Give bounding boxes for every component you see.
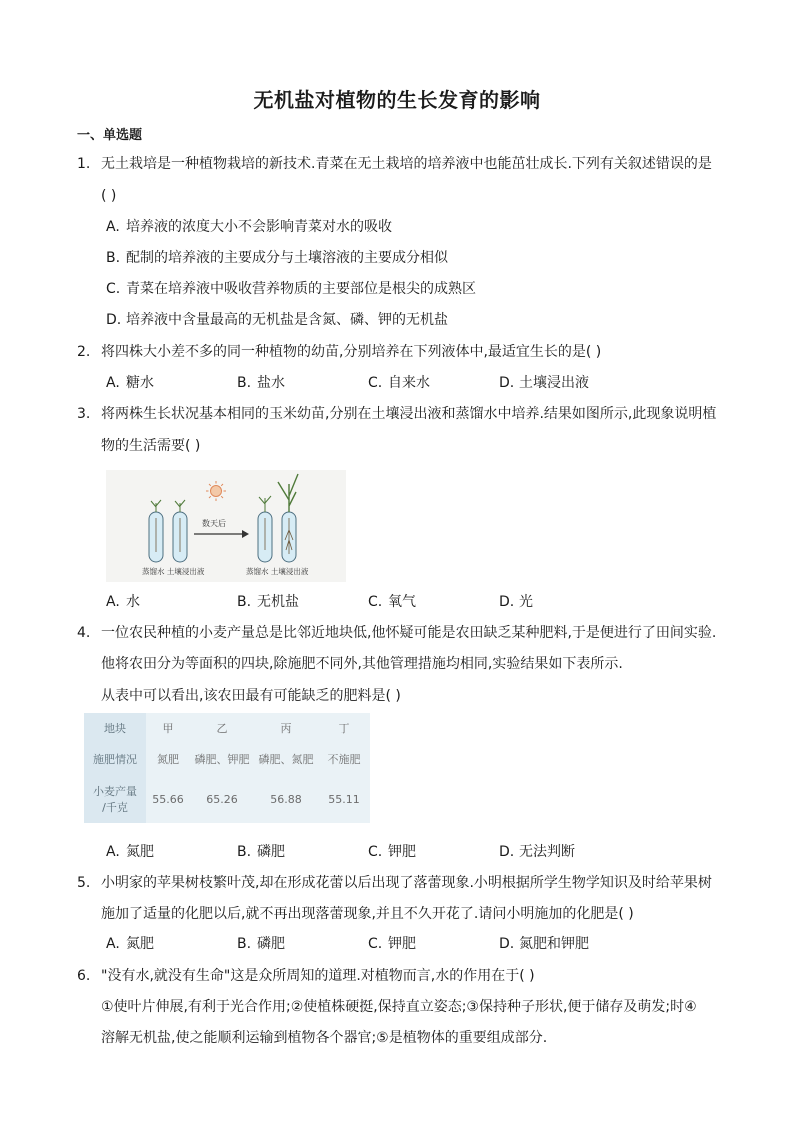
table-row (84, 713, 370, 743)
table-cell: 地块 (84, 713, 146, 743)
question-text: 无土栽培是一种植物栽培的新技术.青菜在无土栽培的培养液中也能茁壮成长.下列有关叙述错误的是 (101, 156, 712, 172)
option-letter: B. (237, 936, 252, 952)
question-4 (77, 623, 716, 643)
option-text: 无法判断 (519, 844, 575, 860)
option-letter: A. (106, 936, 120, 952)
option-text: 青菜在培养液中吸收营养物质的主要部位是根尖的成熟区 (126, 281, 476, 297)
question-6 (77, 966, 535, 986)
option-a[interactable] (106, 592, 140, 612)
option-letter: C. (368, 594, 383, 610)
table-cell: 磷肥、钾肥 (194, 753, 250, 766)
option-text: 氮肥 (126, 936, 154, 952)
option-text: 自来水 (388, 375, 430, 391)
option-b[interactable] (237, 934, 285, 954)
question-text: 将两株生长状况基本相同的玉米幼苗,分别在土壤浸出液和蒸馏水中培养.结果如图所示,此现象说明植 (101, 406, 717, 422)
option-letter: D. (499, 936, 515, 952)
option-text: 配制的培养液的主要成分与土壤溶液的主要成分相似 (126, 250, 448, 266)
table-cell: 丁 (338, 722, 350, 735)
option-letter: A. (106, 375, 120, 391)
table-cell: 磷肥、氮肥 (258, 753, 314, 766)
question-number: 5. (77, 875, 91, 891)
question-text: 一位农民种植的小麦产量总是比邻近地块低,他怀疑可能是农田缺乏某种肥料,于是便进行了田间实验. (101, 625, 717, 641)
question-3 (77, 404, 716, 424)
question-text: 将四株大小差不多的同一种植物的幼苗,分别培养在下列液体中,最适宜生长的是( ) (101, 344, 602, 360)
option-a[interactable] (106, 934, 154, 954)
option-text: 氮肥 (126, 844, 154, 860)
tube-labels-before: 蒸馏水 土壤浸出液 (142, 567, 205, 576)
test-tube-after-distilled (258, 496, 272, 562)
section-heading: 一、单选题 (77, 128, 143, 143)
option-c[interactable] (368, 373, 430, 393)
table-head-line: /千克 (102, 801, 128, 814)
option-a[interactable] (106, 842, 154, 862)
option-d[interactable] (499, 373, 589, 393)
option-letter: B. (237, 375, 252, 391)
table-cell: 55.11 (328, 792, 360, 806)
table-cell: 甲 (162, 722, 174, 735)
question-text-cont: 施加了适量的化肥以后,就不再出现落蕾现象,并且不久开花了.请问小明施加的化肥是( ) (101, 906, 634, 922)
question-text-cont: 溶解无机盐,使之能顺利运输到植物各个器官;⑤是植物体的重要组成部分. (101, 1030, 548, 1046)
table-cell: 丙 (280, 722, 292, 735)
table-row (84, 775, 370, 823)
option-c[interactable] (368, 934, 416, 954)
option-text: 钾肥 (388, 936, 416, 952)
option-text: 氮肥和钾肥 (519, 936, 589, 952)
option-letter: D. (499, 375, 515, 391)
test-tube-before-soil-extract (173, 500, 187, 562)
option-letter: C. (106, 281, 121, 297)
option-text: 糖水 (126, 375, 154, 391)
option-d[interactable] (499, 592, 533, 612)
table-cell: 56.88 (270, 792, 302, 806)
option-letter: D. (106, 312, 122, 328)
arrow-icon (194, 530, 249, 538)
option-a[interactable] (106, 217, 392, 237)
question-text-cont: 物的生活需要( ) (101, 438, 201, 454)
question-text: "没有水,就没有生命"这是众所周知的道理.对植物而言,水的作用在于( ) (101, 968, 535, 984)
question-text-cont: 从表中可以看出,该农田最有可能缺乏的肥料是( ) (101, 688, 401, 704)
question-2 (77, 342, 601, 362)
question-text-cont: ( ) (101, 188, 117, 204)
question-text-cont: ①使叶片伸展,有利于光合作用;②使植株硬挺,保持直立姿态;③保持种子形状,便于储存及萌发;时④ (101, 999, 697, 1015)
option-letter: A. (106, 844, 120, 860)
option-a[interactable] (106, 373, 154, 393)
sun-icon (206, 481, 226, 501)
question-number: 6. (77, 968, 91, 984)
seedling-experiment-figure (106, 470, 346, 582)
question-number: 1. (77, 156, 91, 172)
option-letter: C. (368, 844, 383, 860)
table-head-line: 小麦产量 (93, 785, 137, 798)
question-5 (77, 873, 712, 893)
option-b[interactable] (237, 592, 299, 612)
option-letter: B. (106, 250, 121, 266)
option-text: 磷肥 (257, 844, 285, 860)
option-b[interactable] (106, 248, 448, 268)
option-text: 钾肥 (388, 844, 416, 860)
option-text: 无机盐 (257, 594, 299, 610)
option-letter: C. (368, 375, 383, 391)
fertilizer-table (84, 713, 370, 823)
option-text: 光 (519, 594, 533, 610)
option-text: 培养液中含量最高的无机盐是含氮、磷、钾的无机盐 (126, 312, 448, 328)
option-d[interactable] (499, 842, 575, 862)
table-cell: 不施肥 (327, 753, 361, 766)
option-letter: A. (106, 594, 120, 610)
experiment-illustration (106, 470, 346, 582)
question-number: 3. (77, 406, 91, 422)
option-letter: C. (368, 936, 383, 952)
option-c[interactable] (368, 842, 416, 862)
option-letter: B. (237, 594, 252, 610)
question-number: 4. (77, 625, 91, 641)
option-text: 磷肥 (257, 936, 285, 952)
table-cell: 施肥情况 (84, 743, 146, 775)
question-number: 2. (77, 344, 91, 360)
question-text-cont: 他将农田分为等面积的四块,除施肥不同外,其他管理措施均相同,实验结果如下表所示. (101, 656, 623, 672)
question-1 (77, 154, 712, 174)
option-c[interactable] (106, 279, 476, 299)
arrow-label: 数天后 (202, 519, 226, 528)
option-text: 培养液的浓度大小不会影响青菜对水的吸收 (126, 219, 392, 235)
test-tube-after-soil-extract (278, 474, 298, 562)
option-letter: D. (499, 594, 515, 610)
tube-labels-after: 蒸馏水 土壤浸出液 (246, 567, 309, 576)
page-title: 无机盐对植物的生长发育的影响 (253, 88, 541, 112)
option-text: 盐水 (257, 375, 285, 391)
table-cell: 55.66 (152, 792, 184, 806)
table-cell (84, 775, 146, 823)
question-text: 小明家的苹果树枝繁叶茂,却在形成花蕾以后出现了落蕾现象.小明根据所学生物学知识及时给苹果树 (101, 875, 712, 891)
option-c[interactable] (368, 592, 416, 612)
test-tube-before-distilled (149, 500, 163, 562)
option-b[interactable] (237, 373, 285, 393)
option-text: 水 (126, 594, 140, 610)
option-text: 土壤浸出液 (519, 375, 589, 391)
option-letter: A. (106, 219, 120, 235)
option-d[interactable] (499, 934, 589, 954)
table-cell: 氮肥 (157, 753, 179, 766)
option-letter: D. (499, 844, 515, 860)
table-row (84, 743, 370, 775)
option-letter: B. (237, 844, 252, 860)
table-cell: 乙 (216, 722, 228, 735)
option-d[interactable] (106, 310, 448, 330)
option-b[interactable] (237, 842, 285, 862)
option-text: 氧气 (388, 594, 416, 610)
table-cell: 65.26 (206, 792, 238, 806)
